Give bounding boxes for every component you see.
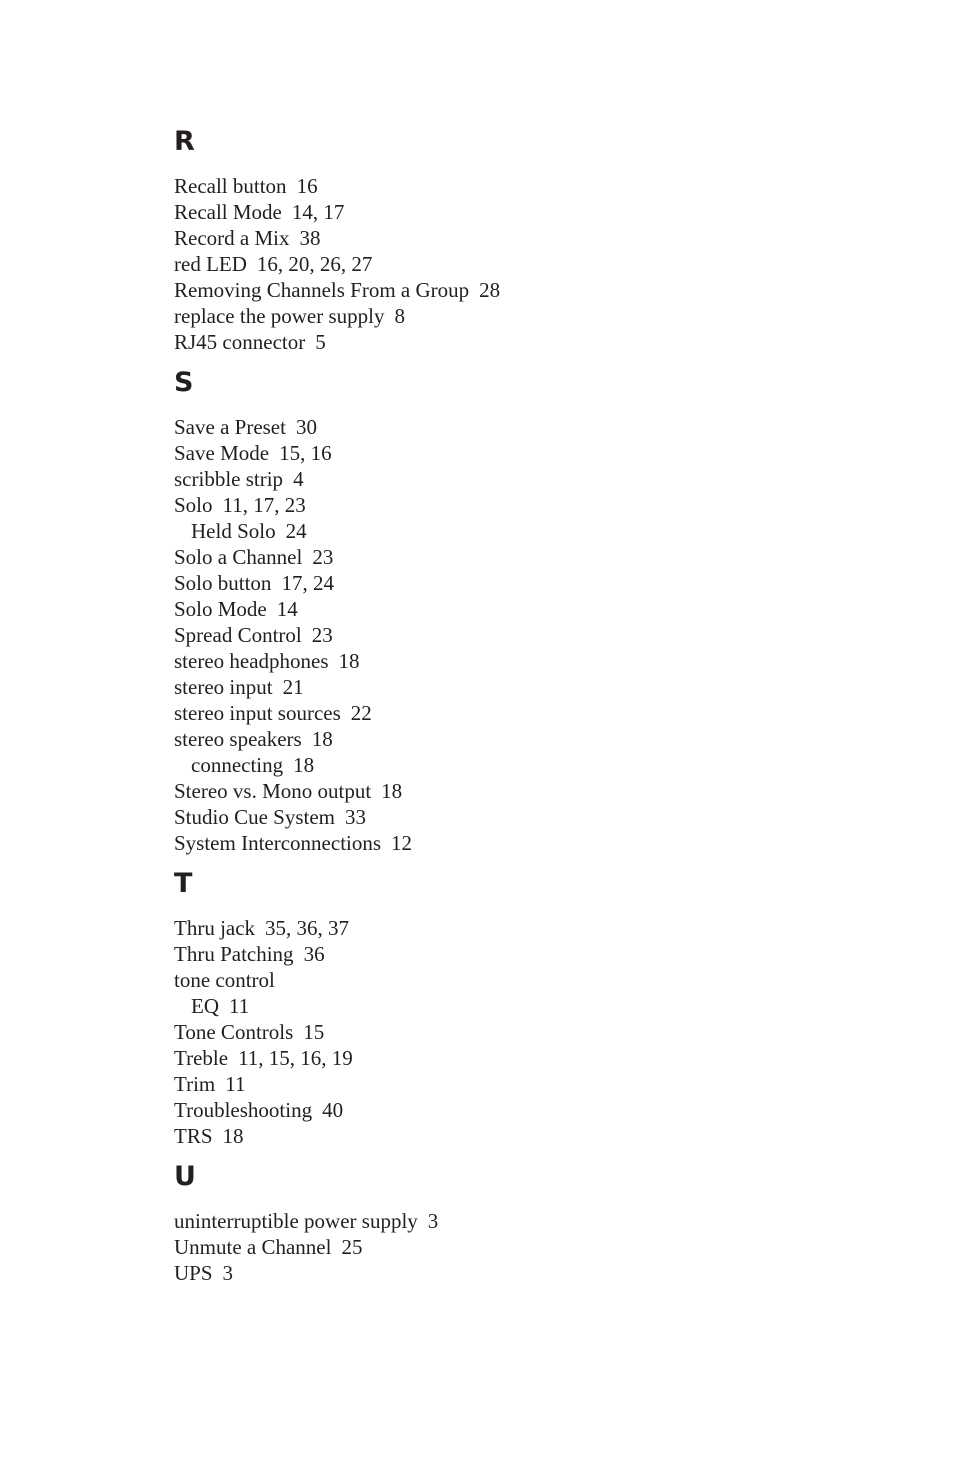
entry-pages: 30 (295, 415, 317, 439)
index-entry (174, 1123, 874, 1149)
entry-pages: 23 (311, 623, 333, 647)
entry-pages: 38 (299, 226, 321, 250)
index-section (174, 367, 874, 856)
index-entry (174, 492, 874, 518)
entry-term: stereo headphones (174, 649, 329, 673)
entry-pages: 12 (391, 831, 413, 855)
entry-pages: 40 (322, 1098, 344, 1122)
section-letter: T (174, 868, 193, 899)
index-entry (174, 700, 874, 726)
entry-term: Recall button (174, 174, 287, 198)
entry-term: EQ (191, 994, 219, 1018)
entry-term: Solo button (174, 571, 272, 595)
index-entry (174, 440, 874, 466)
entry-pages: 18 (338, 649, 360, 673)
index-entry (174, 648, 874, 674)
entry-pages: 18 (293, 753, 315, 777)
entry-pages: 15, 16 (279, 441, 332, 465)
entry-pages: 22 (350, 701, 372, 725)
entry-term: UPS (174, 1261, 213, 1285)
entry-term: Tone Controls (174, 1020, 294, 1044)
index-entry (174, 1097, 874, 1123)
index-entry (174, 1234, 874, 1260)
entry-pages: 23 (312, 545, 334, 569)
entry-term: Record a Mix (174, 226, 290, 250)
index-entry (174, 674, 874, 700)
index-entry (174, 915, 874, 941)
index-entry (174, 414, 874, 440)
entry-pages: 14, 17 (291, 200, 345, 224)
index-subentry (174, 752, 874, 778)
entry-term: connecting (191, 753, 284, 777)
index-entry (174, 466, 874, 492)
entry-pages: 11 (229, 994, 250, 1018)
index-subentry (174, 518, 874, 544)
index-entry (174, 778, 874, 804)
entry-term: Stereo vs. Mono output (174, 779, 372, 803)
index-section (174, 126, 874, 355)
index-page (174, 126, 874, 1298)
entry-pages: 11, 17, 23 (222, 493, 306, 517)
index-entry (174, 830, 874, 856)
entry-pages: 21 (282, 675, 304, 699)
entry-pages: 8 (394, 304, 406, 328)
index-entry (174, 251, 874, 277)
section-letter: U (174, 1161, 196, 1192)
index-entry (174, 1019, 874, 1045)
entry-pages: 33 (345, 805, 367, 829)
index-entry (174, 329, 874, 355)
index-entry (174, 622, 874, 648)
index-entry (174, 277, 874, 303)
index-entry (174, 303, 874, 329)
entry-pages: 24 (285, 519, 307, 543)
entry-pages: 36 (303, 942, 325, 966)
index-section (174, 868, 874, 1149)
entry-term: uninterruptible power supply (174, 1209, 418, 1233)
entry-term: stereo speakers (174, 727, 302, 751)
index-subentry (174, 993, 874, 1019)
entry-term: Recall Mode (174, 200, 282, 224)
index-entry (174, 1045, 874, 1071)
entry-term: Thru jack (174, 916, 256, 940)
entry-term: System Interconnections (174, 831, 382, 855)
index-section (174, 1161, 874, 1286)
index-entry (174, 1071, 874, 1097)
index-entry (174, 804, 874, 830)
entry-term: Removing Channels From a Group (174, 278, 470, 302)
entry-term: scribble strip (174, 467, 284, 491)
entry-pages: 5 (315, 330, 326, 354)
entry-term: Save Mode (174, 441, 270, 465)
entry-term: Solo Mode (174, 597, 267, 621)
entry-pages: 11 (225, 1072, 246, 1096)
entry-pages: 16 (296, 174, 318, 198)
index-entry (174, 726, 874, 752)
entry-pages: 4 (293, 467, 304, 491)
entry-term: TRS (174, 1124, 213, 1148)
section-letter: S (174, 367, 194, 398)
entry-term: Treble (174, 1046, 229, 1070)
entry-term: Save a Preset (174, 415, 286, 439)
entry-term: Held Solo (191, 519, 276, 543)
entry-pages: 18 (222, 1124, 244, 1148)
entry-term: RJ45 connector (174, 330, 306, 354)
entry-term: stereo input (174, 675, 273, 699)
entry-term: Thru Patching (174, 942, 294, 966)
entry-term: replace the power supply (174, 304, 385, 328)
index-entry (174, 225, 874, 251)
entry-pages: 25 (341, 1235, 363, 1259)
index-entry (174, 173, 874, 199)
entry-pages: 11, 15, 16, 19 (238, 1046, 353, 1070)
entry-term: Solo (174, 493, 213, 517)
entry-pages: 15 (303, 1020, 325, 1044)
entry-pages: 3 (222, 1261, 234, 1285)
entry-term: stereo input sources (174, 701, 341, 725)
section-letter: R (174, 126, 195, 157)
index-entry (174, 1208, 874, 1234)
entry-term: red LED (174, 252, 247, 276)
entry-term: tone control (174, 968, 275, 992)
entry-pages: 28 (479, 278, 501, 302)
entry-term: Unmute a Channel (174, 1235, 332, 1259)
entry-pages: 35, 36, 37 (265, 916, 350, 940)
entry-pages: 17, 24 (281, 571, 334, 595)
entry-pages: 3 (427, 1209, 439, 1233)
index-entry (174, 199, 874, 225)
entry-pages: 16, 20, 26, 27 (256, 252, 373, 276)
index-entry (174, 967, 874, 993)
index-entry (174, 570, 874, 596)
index-entry (174, 596, 874, 622)
index-entry (174, 941, 874, 967)
entry-pages: 18 (381, 779, 403, 803)
index-entry (174, 1260, 874, 1286)
index-entry (174, 544, 874, 570)
entry-term: Solo a Channel (174, 545, 303, 569)
entry-pages: 14 (276, 597, 298, 621)
entry-term: Spread Control (174, 623, 302, 647)
entry-pages: 18 (311, 727, 333, 751)
entry-term: Troubleshooting (174, 1098, 313, 1122)
entry-term: Studio Cue System (174, 805, 336, 829)
entry-term: Trim (174, 1072, 216, 1096)
